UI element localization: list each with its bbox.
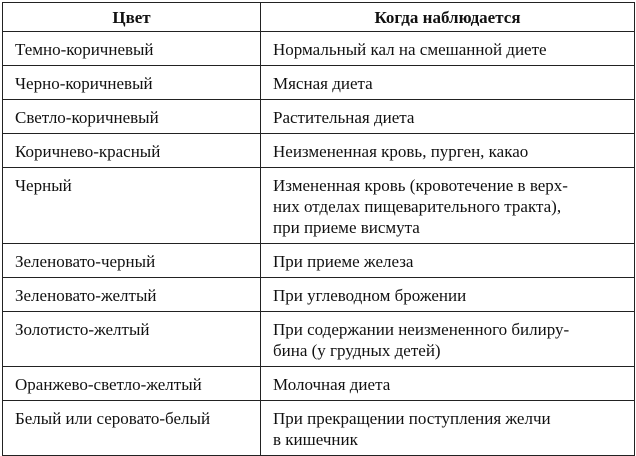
header-when-observed: Когда наблюдается [261, 3, 635, 32]
when-line: Молочная диета [273, 375, 391, 394]
when-cell [261, 244, 635, 278]
when-line: Измененная кровь (кровотечение в верх- [273, 176, 568, 195]
header-color: Цвет [3, 3, 261, 32]
table-row [3, 168, 635, 244]
when-cell [261, 32, 635, 66]
table-row [3, 312, 635, 367]
table-body [3, 32, 635, 456]
table-row [3, 66, 635, 100]
table-row [3, 134, 635, 168]
table-header [3, 3, 635, 32]
color-cell: Темно-коричневый [3, 32, 261, 66]
when-line: при приеме висмута [273, 218, 420, 237]
when-line: Мясная диета [273, 74, 373, 93]
when-line: них отделах пищеварительного тракта), [273, 197, 562, 216]
when-cell [261, 401, 635, 456]
when-line: в кишечник [273, 430, 358, 449]
color-cell: Оранжево-светло-желтый [3, 367, 261, 401]
when-line: При углеводном брожении [273, 286, 467, 305]
when-line: Нормальный кал на смешанной диете [273, 40, 547, 59]
table-row [3, 367, 635, 401]
when-line: Растительная диета [273, 108, 415, 127]
when-line: Неизмененная кровь, пурген, какао [273, 142, 529, 161]
table-row [3, 100, 635, 134]
color-cell: Черный [3, 168, 261, 244]
table-row [3, 401, 635, 456]
color-cell: Зеленовато-желтый [3, 278, 261, 312]
color-cell: Белый или серовато-белый [3, 401, 261, 456]
when-line: При приеме железа [273, 252, 414, 271]
when-line: При прекращении поступления желчи [273, 409, 551, 428]
stool-color-table [2, 2, 635, 456]
when-line: бина (у грудных детей) [273, 341, 441, 360]
when-cell [261, 168, 635, 244]
color-cell: Золотисто-желтый [3, 312, 261, 367]
color-cell: Светло-коричневый [3, 100, 261, 134]
when-cell [261, 367, 635, 401]
when-cell [261, 134, 635, 168]
when-line: При содержании неизмененного билиру- [273, 320, 570, 339]
color-cell: Черно-коричневый [3, 66, 261, 100]
when-cell [261, 66, 635, 100]
when-cell [261, 312, 635, 367]
table-row [3, 278, 635, 312]
header-row [3, 3, 635, 32]
table-row [3, 244, 635, 278]
color-cell: Зеленовато-черный [3, 244, 261, 278]
table-row [3, 32, 635, 66]
when-cell [261, 278, 635, 312]
when-cell [261, 100, 635, 134]
color-cell: Коричнево-красный [3, 134, 261, 168]
